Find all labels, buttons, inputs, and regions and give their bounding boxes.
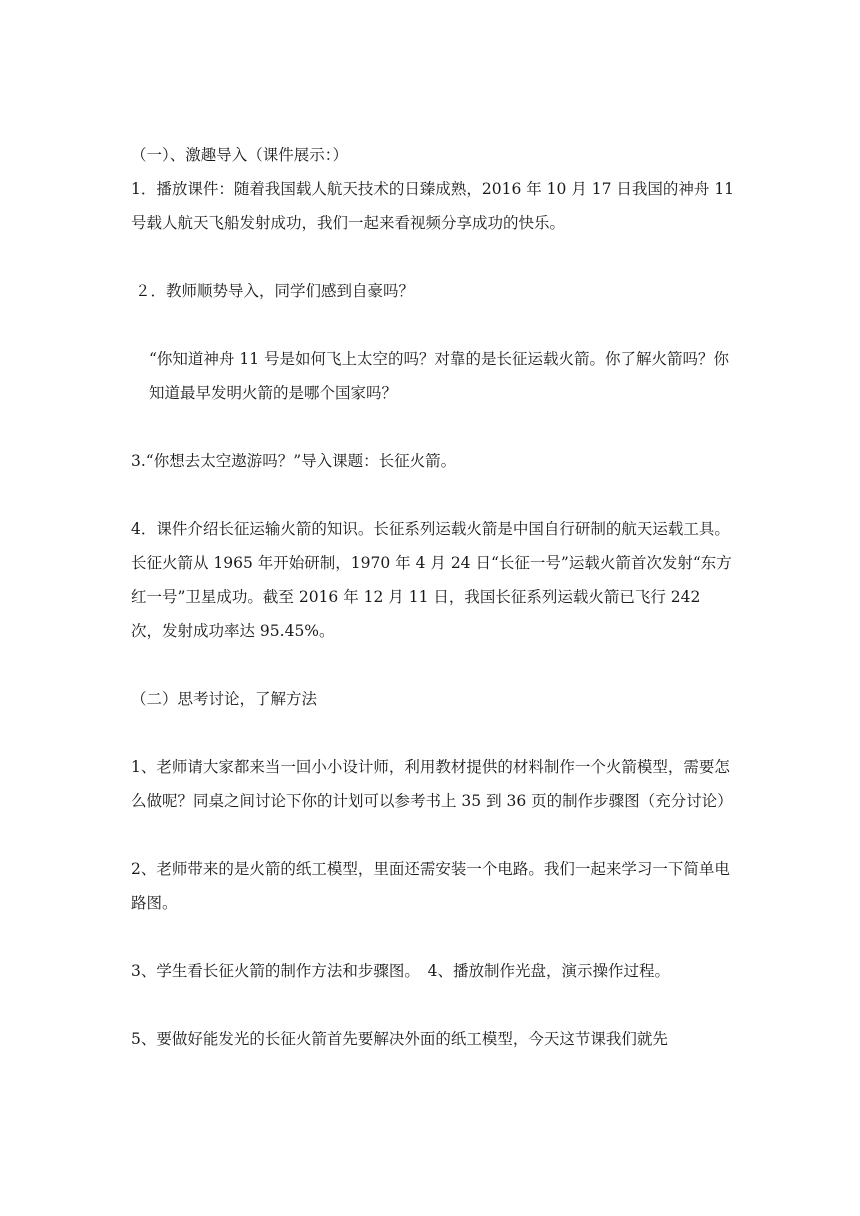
paragraph-question-rocket: “你知道神舟 11 号是如何飞上太空的吗？对靠的是长征运载火箭。你了解火箭吗？你知道最早发明火箭的是哪个国家吗？ [149, 350, 730, 402]
paragraph-circuit: 2、老师带来的是火箭的纸工模型，里面还需安装一个电路。我们一起来学习一下简单电路图。 [131, 860, 730, 912]
paragraph-topic: 3.“你想去太空遨游吗？”导入课题：长征火箭。 [131, 452, 457, 470]
section-heading-intro: （一）、激趣导入（课件展示：） [131, 146, 349, 164]
paragraph-paper-model: 5、要做好能发光的长征火箭首先要解决外面的纸工模型，今天这节课我们就先 [131, 1030, 668, 1048]
section-heading-discussion: （二）思考讨论，了解方法 [131, 690, 318, 708]
paragraph-long-march-knowledge: 4．课件介绍长征运输火箭的知识。长征系列运载火箭是中国自行研制的航天运载工具。长征火箭从 1965 年开始研制，1970 年 4 月 24 日“长征一号”运载火箭首次发射“东方红一号”卫星成功。截至 2016 年 12 月 11 日，我国长征系列运载火箭已飞行 242 次，发射成功率达 95.45%。 [131, 520, 732, 640]
document-body [131, 138, 735, 1056]
paragraph-steps: 3、学生看长征火箭的制作方法和步骤图。 4、播放制作光盘，演示操作过程。 [131, 962, 670, 980]
paragraph-play-courseware: 1．播放课件：随着我国载人航天技术的日臻成熟，2016 年 10 月 17 日我国的神舟 11 号载人航天飞船发射成功，我们一起来看视频分享成功的快乐。 [131, 180, 735, 232]
paragraph-design-task: 1、老师请大家都来当一回小小设计师，利用教材提供的材料制作一个火箭模型，需要怎么做呢？同桌之间讨论下你的计划可以参考书上 35 到 36 页的制作步骤图（充分讨论） [131, 758, 733, 810]
paragraph-teacher-intro: ２．教师顺势导入，同学们感到自豪吗？ [135, 282, 415, 300]
